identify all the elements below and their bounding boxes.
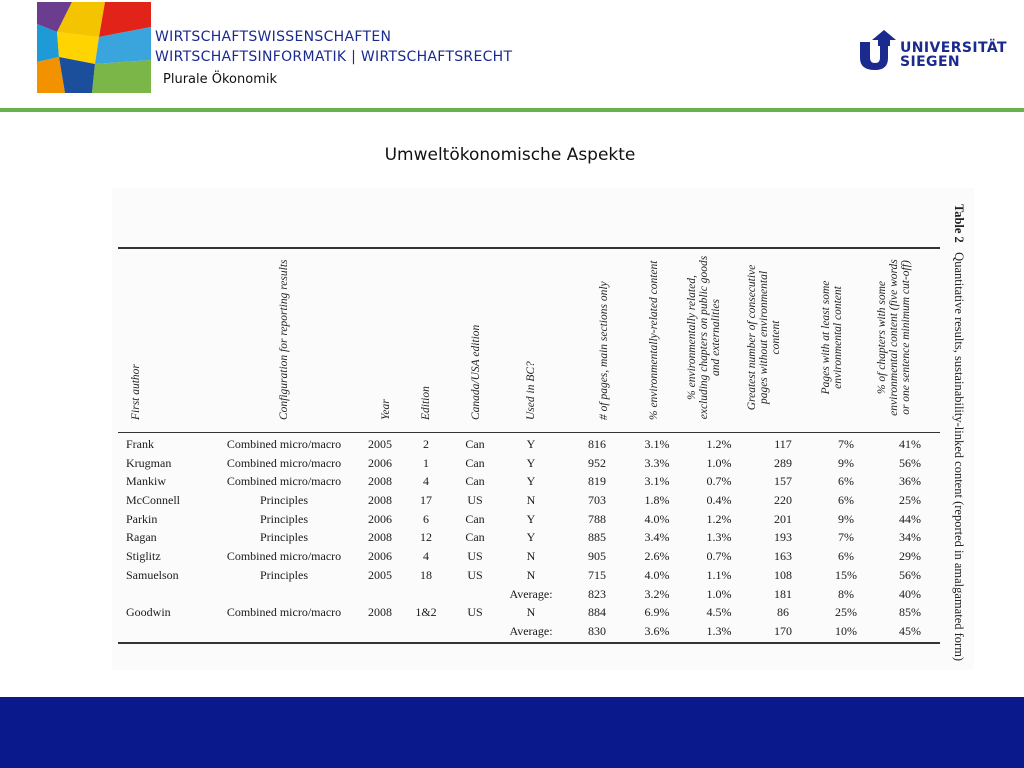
table-cell: Combined micro/macro: [226, 474, 342, 488]
table-cell: 163: [774, 549, 792, 563]
table-cell: 2008: [368, 605, 392, 619]
table-cell: 12: [420, 530, 432, 544]
column-header-label: % of chapters with some environmental content (five words or one sentence minimum cut-off): [876, 259, 912, 416]
table-cell: 41%: [899, 437, 921, 451]
column-header-label: Greatest number of consecutive pages without environmental content: [746, 264, 782, 411]
university-wordmark: [900, 41, 1007, 69]
table-cell: 108: [774, 568, 792, 582]
column-header-label: Year: [380, 399, 392, 420]
table-cell: 2.6%: [644, 549, 670, 563]
table-row: [118, 530, 940, 548]
table-cell: 56%: [899, 568, 921, 582]
table-label: Table 2: [952, 204, 966, 243]
table-row: [118, 512, 940, 530]
table-cell: 56%: [899, 456, 921, 470]
table-cell: 4.0%: [644, 568, 670, 582]
table-cell: 2008: [368, 530, 392, 544]
table-cell: 40%: [899, 587, 921, 601]
table-cell: Principles: [260, 568, 308, 582]
table-cell: 4: [423, 549, 429, 563]
table-row: [118, 605, 940, 623]
table-cell: 36%: [899, 474, 921, 488]
table-cell: Y: [526, 530, 536, 544]
table-cell: 2: [423, 437, 429, 451]
table-cell: 117: [774, 437, 792, 451]
table-row: [118, 437, 940, 455]
table-cell: N: [526, 605, 536, 619]
table-cell: N: [526, 568, 536, 582]
table-cell: 3.6%: [644, 624, 670, 638]
course-name: Plurale Ökonomik: [163, 72, 277, 87]
table-cell: 29%: [899, 549, 921, 563]
table-cell: 2006: [368, 456, 392, 470]
table-cell: 157: [774, 474, 792, 488]
table-cell: Frank: [126, 437, 154, 451]
table-cell: US: [467, 568, 483, 582]
table-cell: 819: [588, 474, 606, 488]
table-cell: 905: [588, 549, 606, 563]
table-cell: 9%: [838, 512, 854, 526]
column-header-label: % environmentally-related content: [648, 260, 660, 420]
table-row: [118, 568, 940, 586]
table-cell: 1.2%: [706, 437, 732, 451]
table-cell: 17: [420, 493, 432, 507]
table-cell: 2005: [368, 437, 392, 451]
university-line2: SIEGEN: [900, 54, 961, 70]
column-header-label: # of pages, main sections only: [598, 281, 610, 420]
table-cell: Can: [465, 512, 485, 526]
table-cell: 3.1%: [644, 437, 670, 451]
column-header-label: Pages with at least some environmental content: [820, 280, 844, 395]
column-header-label: Configuration for reporting results: [278, 259, 290, 420]
table-cell: 9%: [838, 456, 854, 470]
table-cell: 4.0%: [644, 512, 670, 526]
table-row: [118, 493, 940, 511]
table-top-rule: [118, 247, 940, 249]
table-cell: 1.8%: [644, 493, 670, 507]
table-cell: 220: [774, 493, 792, 507]
table-cell: Parkin: [126, 512, 158, 526]
table-cell: 1.1%: [706, 568, 732, 582]
table-cell: 44%: [899, 512, 921, 526]
table-cell: 1.0%: [706, 456, 732, 470]
table-cell: 2008: [368, 493, 392, 507]
table-cell: 2005: [368, 568, 392, 582]
column-header-label: First author: [130, 364, 142, 420]
table-caption-text: Quantitative results, sustainability-linked content (reported in amalgamated form): [952, 252, 966, 662]
table-cell: 170: [774, 624, 792, 638]
table-cell: US: [467, 605, 483, 619]
table-cell: Y: [526, 456, 536, 470]
table-cell: 3.3%: [644, 456, 670, 470]
table-cell: 788: [588, 512, 606, 526]
table-cell: Principles: [260, 512, 308, 526]
table-cell: Stiglitz: [126, 549, 161, 563]
table-cell: Combined micro/macro: [226, 456, 342, 470]
faculty-logo: [37, 2, 151, 93]
table-cell: Can: [465, 437, 485, 451]
table-cell: 10%: [835, 624, 857, 638]
table-cell: 18: [420, 568, 432, 582]
table-caption: [944, 204, 972, 674]
table-cell: Can: [465, 456, 485, 470]
column-header-label: % environmentally related, excluding chapters on public goods and externalities: [686, 255, 722, 420]
table-cell: 0.4%: [706, 493, 732, 507]
table-cell: N: [526, 549, 536, 563]
table-cell: 816: [588, 437, 606, 451]
table-cell: Combined micro/macro: [226, 549, 342, 563]
table-cell: Can: [465, 530, 485, 544]
table-cell: Ragan: [126, 530, 157, 544]
table-cell: 1.2%: [706, 512, 732, 526]
table-bottom-rule: [118, 642, 940, 644]
table-header-rule: [118, 432, 940, 433]
table-row: [118, 624, 940, 642]
table-cell: Mankiw: [126, 474, 166, 488]
table-cell: 0.7%: [706, 549, 732, 563]
table-cell: 715: [588, 568, 606, 582]
footer-bar: [0, 697, 1024, 768]
table-cell: Y: [526, 474, 536, 488]
university-line1: UNIVERSITÄT: [900, 40, 1007, 56]
table-cell: 4: [423, 474, 429, 488]
table-cell: Y: [526, 437, 536, 451]
column-header-label: Edition: [420, 386, 432, 420]
table-cell: Combined micro/macro: [226, 605, 342, 619]
table-row: [118, 474, 940, 492]
table-cell: 34%: [899, 530, 921, 544]
table-cell: Goodwin: [126, 605, 171, 619]
table-cell: 6%: [838, 493, 854, 507]
table-cell: Average:: [509, 587, 553, 601]
table-cell: Combined micro/macro: [226, 437, 342, 451]
table-cell: 830: [588, 624, 606, 638]
table-cell: Can: [465, 474, 485, 488]
table-cell: 45%: [899, 624, 921, 638]
table-cell: 25%: [899, 493, 921, 507]
table-cell: N: [526, 493, 536, 507]
table-cell: 193: [774, 530, 792, 544]
table-row: [118, 549, 940, 567]
table-cell: Samuelson: [126, 568, 179, 582]
table-cell: 86: [777, 605, 789, 619]
table-cell: 3.2%: [644, 587, 670, 601]
university-logo: [858, 30, 1008, 74]
table-cell: 201: [774, 512, 792, 526]
table-cell: 3.1%: [644, 474, 670, 488]
table-cell: 25%: [835, 605, 857, 619]
header-divider: [0, 108, 1024, 112]
table-cell: 1&2: [415, 605, 437, 619]
table-cell: 0.7%: [706, 474, 732, 488]
table-cell: Y: [526, 512, 536, 526]
column-header-label: Canada/USA edition: [470, 324, 482, 420]
table-cell: Principles: [260, 530, 308, 544]
table-cell: US: [467, 493, 483, 507]
table-cell: 1.0%: [706, 587, 732, 601]
table-cell: 885: [588, 530, 606, 544]
table-cell: Average:: [509, 624, 553, 638]
table-cell: 2006: [368, 512, 392, 526]
table-cell: 289: [774, 456, 792, 470]
table-cell: 3.4%: [644, 530, 670, 544]
table-cell: 7%: [838, 437, 854, 451]
table-cell: US: [467, 549, 483, 563]
table-cell: 823: [588, 587, 606, 601]
table-cell: 181: [774, 587, 792, 601]
table-cell: 85%: [899, 605, 921, 619]
table-cell: 884: [588, 605, 606, 619]
table-cell: Krugman: [126, 456, 172, 470]
table-cell: McConnell: [126, 493, 180, 507]
faculty-name-line2: WIRTSCHAFTSINFORMATIK | WIRTSCHAFTSRECHT: [155, 49, 513, 65]
table-cell: 6: [423, 512, 429, 526]
table-cell: 1.3%: [706, 624, 732, 638]
table-cell: 8%: [838, 587, 854, 601]
table-row: [118, 587, 940, 605]
column-header-label: Used in BC?: [525, 361, 537, 420]
table-cell: Principles: [260, 493, 308, 507]
slide-title: Umweltökonomische Aspekte: [384, 145, 636, 165]
table-cell: 1: [423, 456, 429, 470]
table-cell: 1.3%: [706, 530, 732, 544]
faculty-name-line1: WIRTSCHAFTSWISSENSCHAFTEN: [155, 29, 392, 45]
table-row: [118, 456, 940, 474]
table-cell: 703: [588, 493, 606, 507]
table-cell: 2006: [368, 549, 392, 563]
table-cell: 952: [588, 456, 606, 470]
table-cell: 2008: [368, 474, 392, 488]
table-cell: 15%: [835, 568, 857, 582]
table-cell: 6.9%: [644, 605, 670, 619]
table-cell: 4.5%: [706, 605, 732, 619]
table-cell: 7%: [838, 530, 854, 544]
table-cell: 6%: [838, 549, 854, 563]
table-cell: 6%: [838, 474, 854, 488]
